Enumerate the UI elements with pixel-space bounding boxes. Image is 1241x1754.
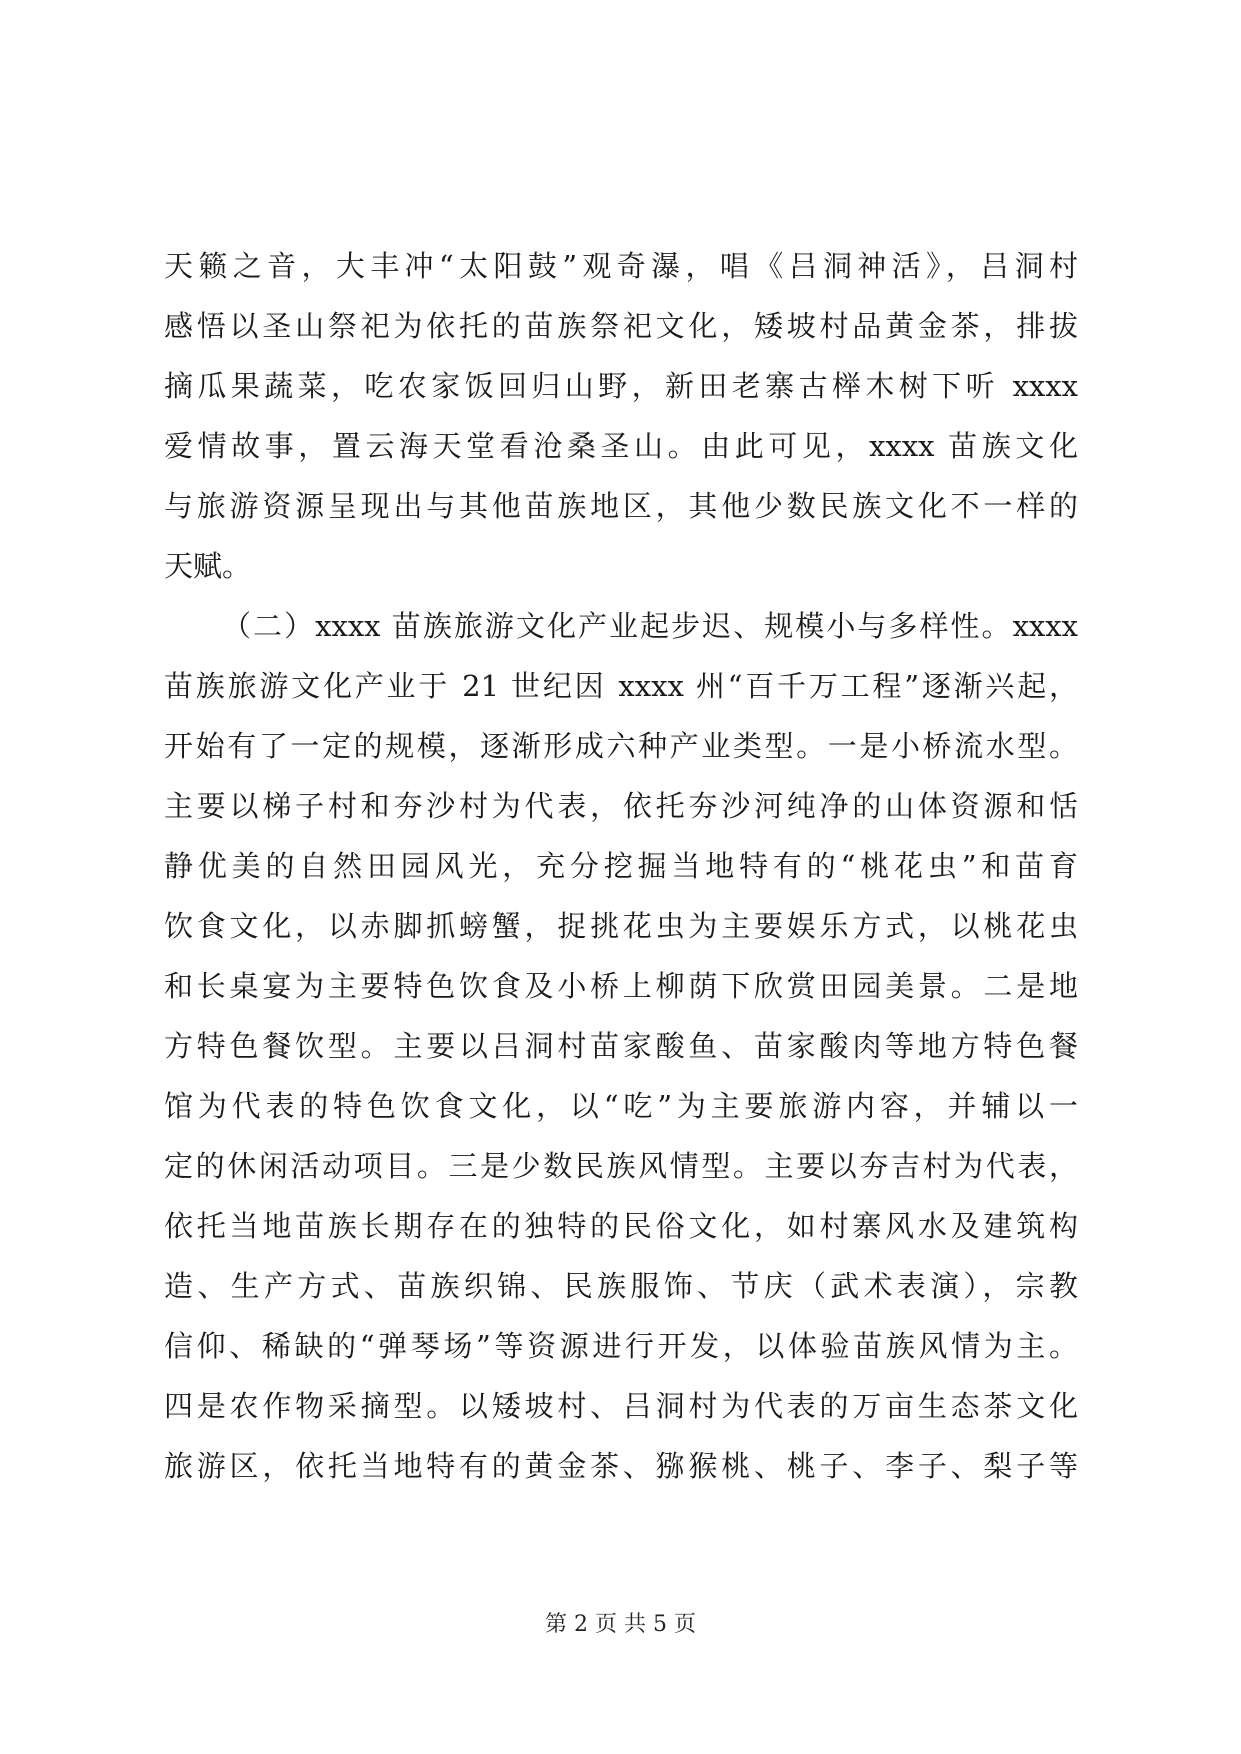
text-line: 和长桌宴为主要特色饮食及小桥上柳荫下欣赏田园美景。二是地 (164, 969, 1078, 1003)
text-line: 静优美的自然田园风光，充分挖掘当地特有的“桃花虫”和苗育 (164, 849, 1078, 883)
text-line: 旅游区，依托当地特有的黄金茶、猕猴桃、桃子、李子、梨子等 (164, 1449, 1078, 1483)
text-line: 与旅游资源呈现出与其他苗族地区，其他少数民族文化不一样的 (164, 489, 1078, 523)
text-line: 天赋。 (164, 549, 252, 583)
text-line: 定的休闲活动项目。三是少数民族风情型。主要以夯吉村为代表， (164, 1149, 1078, 1183)
text-line: 方特色餐饮型。主要以吕洞村苗家酸鱼、苗家酸肉等地方特色餐 (164, 1029, 1078, 1063)
text-line: 四是农作物采摘型。以矮坡村、吕洞村为代表的万亩生态茶文化 (164, 1389, 1078, 1423)
text-line: 感悟以圣山祭祀为依托的苗族祭祀文化，矮坡村品黄金茶，排拔 (164, 309, 1078, 343)
text-line: 馆为代表的特色饮食文化，以“吃”为主要旅游内容，并辅以一 (164, 1089, 1078, 1123)
text-line: 爱情故事，置云海天堂看沧桑圣山。由此可见，xxxx 苗族文化 (164, 429, 1078, 463)
text-line: 造、生产方式、苗族织锦、民族服饰、节庆（武术表演），宗教 (164, 1269, 1078, 1303)
text-line: 依托当地苗族长期存在的独特的民俗文化，如村寨风水及建筑构 (164, 1209, 1078, 1243)
text-line: 饮食文化，以赤脚抓螃蟹，捉挑花虫为主要娱乐方式，以桃花虫 (164, 909, 1078, 943)
section-heading-line: （二）xxxx 苗族旅游文化产业起步迟、规模小与多样性。xxxx (222, 609, 1078, 643)
text-line: 信仰、稀缺的“弹琴场”等资源进行开发，以体验苗族风情为主。 (164, 1329, 1078, 1363)
text-line: 天籁之音，大丰冲“太阳鼓”观奇瀑，唱《吕洞神活》，吕洞村 (164, 249, 1078, 283)
text-line: 苗族旅游文化产业于 21 世纪因 xxxx 州“百千万工程”逐渐兴起， (164, 669, 1078, 703)
text-line: 主要以梯子村和夯沙村为代表，依托夯沙河纯净的山体资源和恬 (164, 789, 1078, 823)
text-line: 开始有了一定的规模，逐渐形成六种产业类型。一是小桥流水型。 (164, 729, 1078, 763)
page-number-footer: 第 2 页 共 5 页 (545, 1612, 696, 1637)
text-line: 摘瓜果蔬菜，吃农家饭回归山野，新田老寨古榉木树下听 xxxx (164, 369, 1078, 403)
body-text (164, 236, 1078, 1496)
